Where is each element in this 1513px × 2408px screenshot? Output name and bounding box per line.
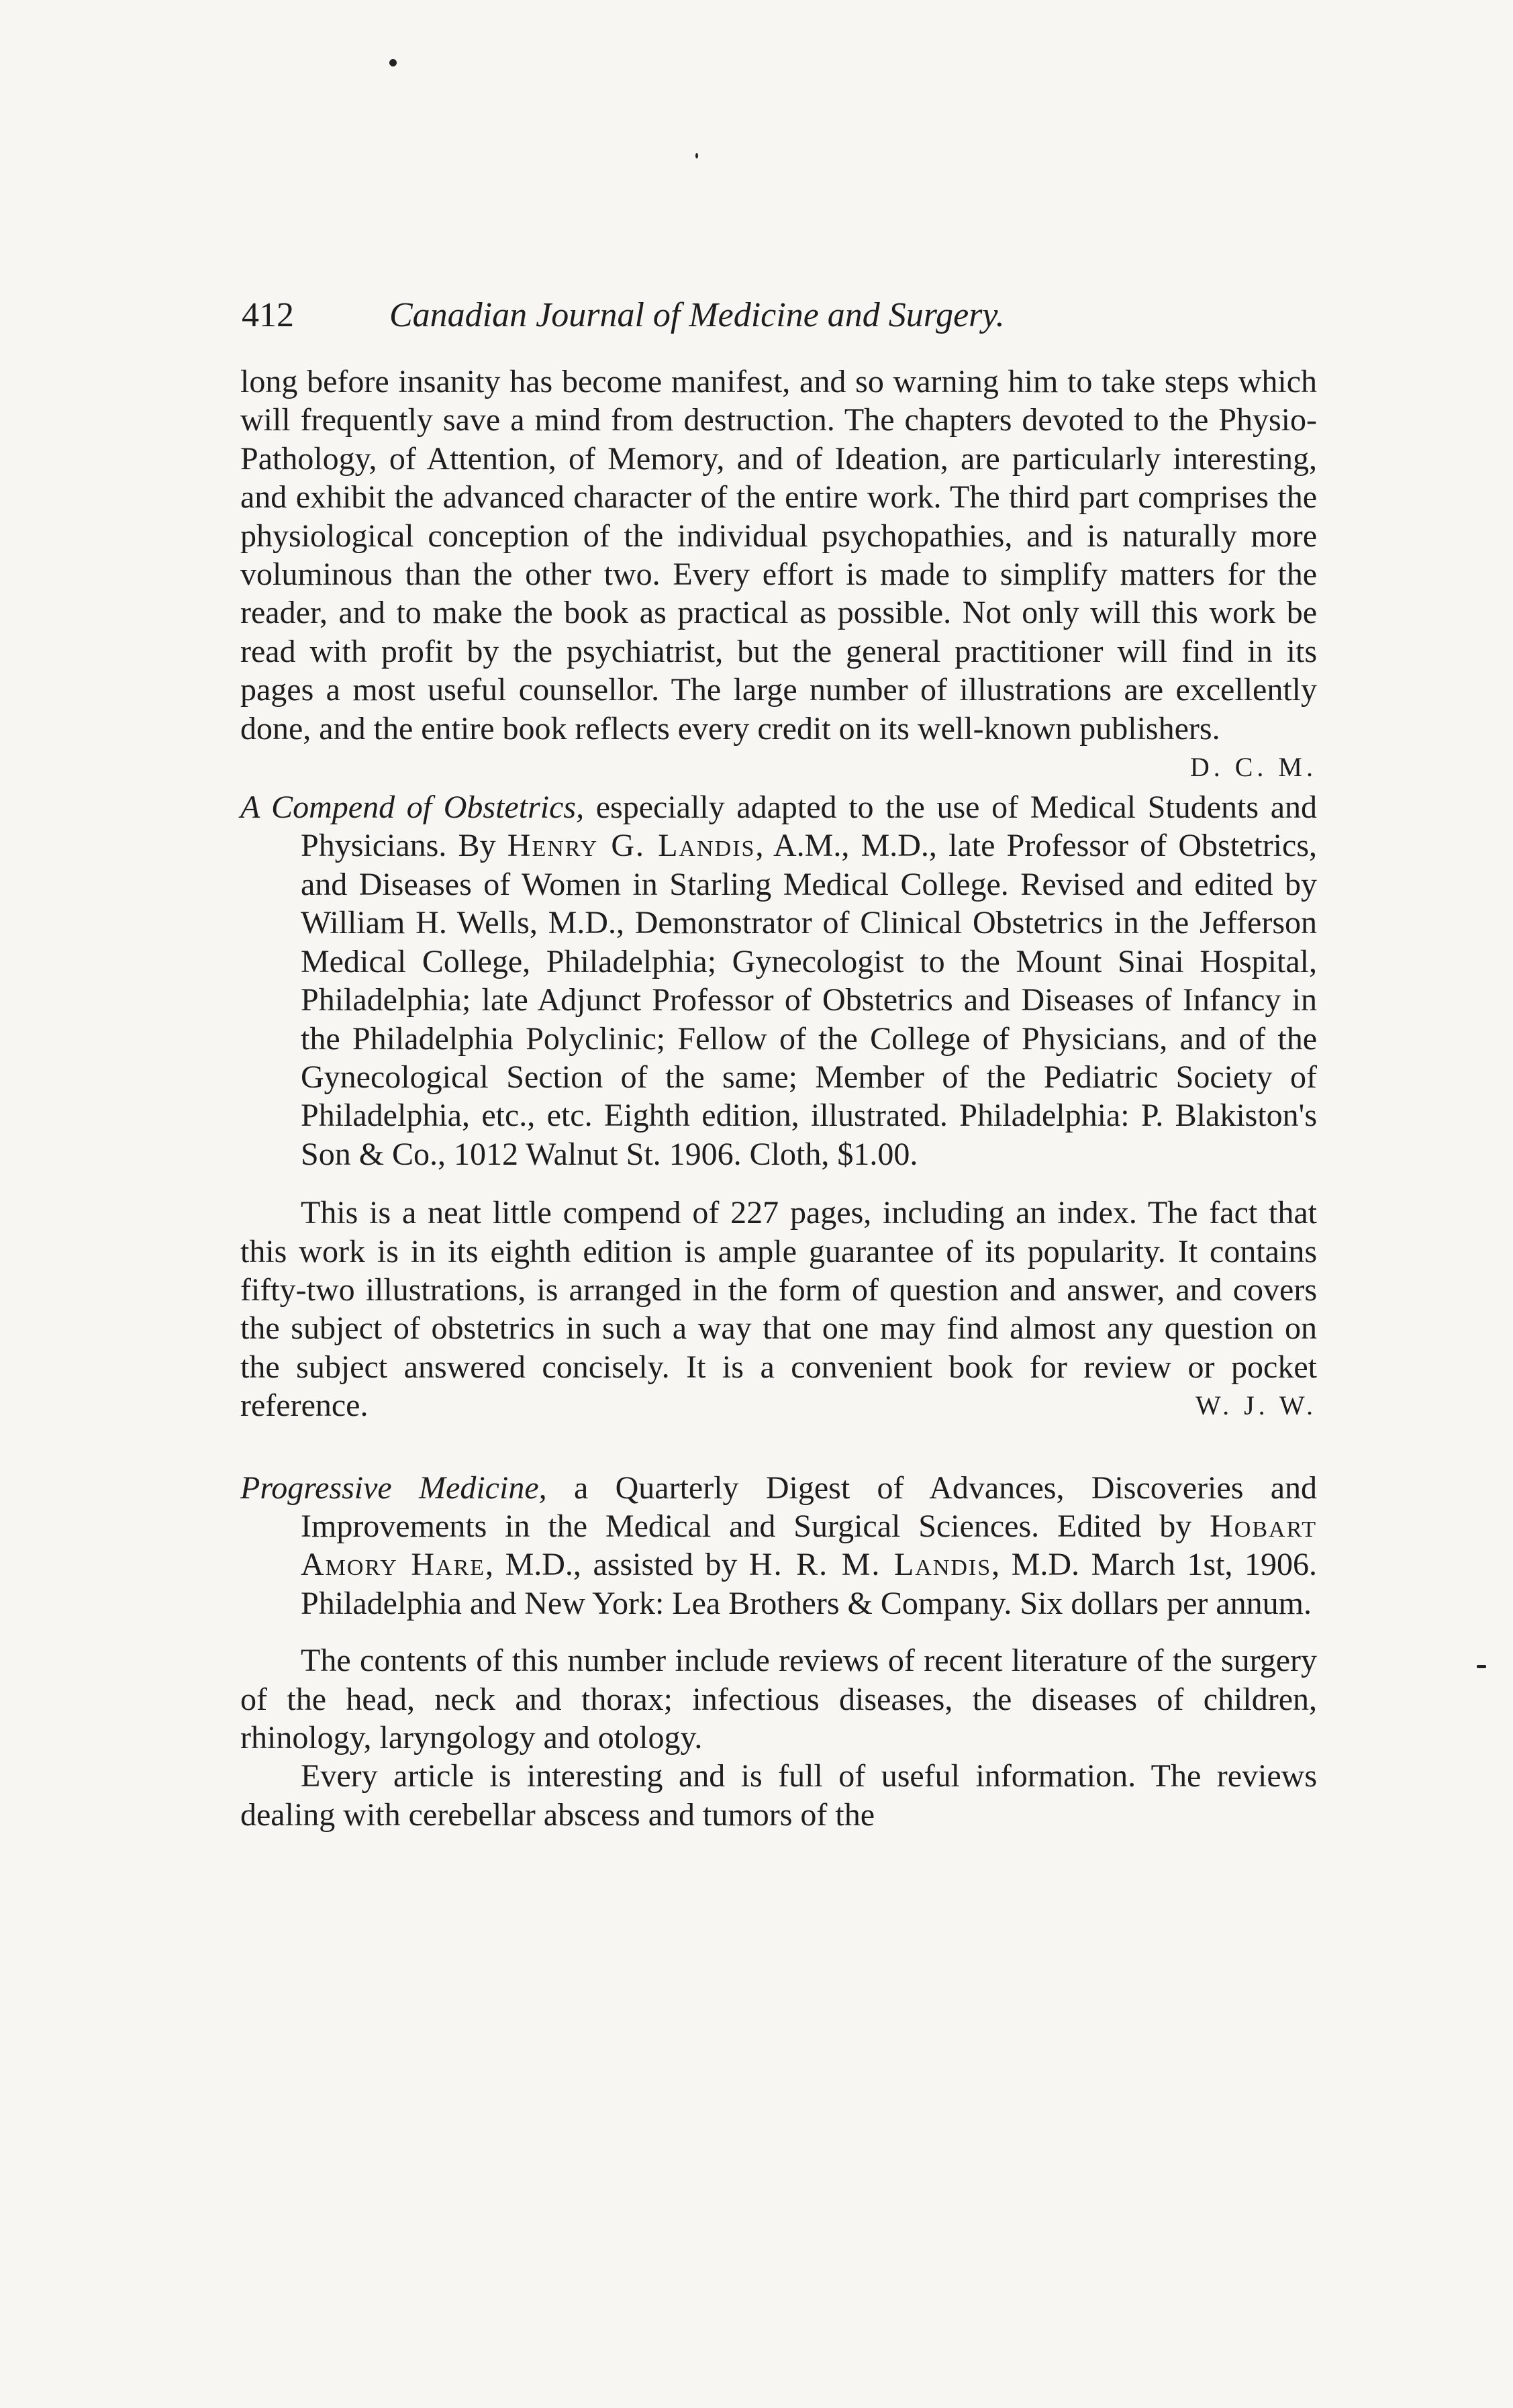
review-text: This is a neat little compend of 227 pages, including an index. The fact that this work is in its eighth edition is ample guarantee of its popularity. It contains fifty-two illustrations, is arranged in the form of question and answer, and covers the subject of obstetrics in such a way that one may find almost any question on the subject answered concisely. It is a convenient book for review or pocket reference. — [240, 1195, 1317, 1424]
ink-speck-margin — [1477, 1665, 1486, 1668]
running-header — [242, 295, 1316, 336]
reviewer-signature: D. C. M. — [1189, 752, 1317, 783]
book-description: especially adapted to the use of Medical Students and Physicians. By — [301, 789, 1317, 864]
review-progressive-medicine-p2: Every article is interesting and is full of useful information. The reviews dealing with cerebellar abscess and tumors of the — [240, 1758, 1317, 1833]
book-description-continued: , M.D., assisted by — [485, 1547, 749, 1583]
book-reference-progressive-medicine — [240, 1469, 1317, 1623]
ink-speck-upper — [695, 153, 698, 158]
book-reference-compend — [240, 788, 1317, 1173]
author-name: Henry G. Landis — [507, 828, 756, 864]
assistant-name: H. R. M. Landis — [748, 1547, 992, 1583]
book-title: Progressive Medicine, — [240, 1470, 547, 1506]
review-continuation — [240, 363, 1317, 783]
book-title: A Compend of Obstetrics, — [240, 789, 585, 826]
review-compend — [240, 1194, 1317, 1425]
ink-speck-top — [389, 59, 397, 66]
editor-name: Hobart Amory Hare — [301, 1508, 1317, 1583]
journal-title: Canadian Journal of Medicine and Surgery. — [389, 296, 1005, 334]
review-progressive-medicine-p1: The contents of this number include reviews of recent literature of the surgery of the head, neck and thorax; infectious diseases, the diseases of children, rhinology, laryngology and otology. — [240, 1643, 1317, 1755]
book-description-continued: , A.M., M.D., late Professor of Obstetrics, and Diseases of Women in Starling Medical College. Revised and edited by William H. Wells, M.D., Demonstrator of Clinical Obstetrics in the Jefferson Medical College, Philadelphia; Gynecologist to the Mount Sinai Hospital, Philadelphia; late Adjunct Professor of Obstetrics and Diseases of Infancy in the Philadelphia Polyclinic; Fellow of the College of Physicians, and of the Gynecological Section of the same; Member of the Pediatric Society of Philadelphia, etc., etc. Eighth edition, illustrated. Philadelphia: P. Blakiston's Son & Co., 1012 Walnut St. 1906. Cloth, $1.00. — [301, 828, 1317, 1172]
page-body — [240, 363, 1317, 1834]
reviewer-signature: W. J. W. — [1195, 1390, 1317, 1421]
page-number: 412 — [242, 296, 294, 334]
book-description-end: , M.D. March 1st, 1906. Philadelphia and New York: Lea Brothers & Company. Six dollars per annum. — [301, 1547, 1318, 1621]
book-description: a Quarterly Digest of Advances, Discoveries and Improvements in the Medical and Surgical Sciences. Edited by — [301, 1470, 1318, 1544]
review-text: long before insanity has become manifest, and so warning him to take steps which will frequently save a mind from destruction. The chapters devoted to the Physio-Pathology, of Attention, of Memory, and of Ideation, are particularly interesting, and exhibit the advanced character of the entire work. The third part comprises the physiological conception of the individual psychopathies, and is naturally more voluminous than the other two. Every effort is made to simplify matters for the reader, and to make the book as practical as possible. Not only will this work be read with profit by the psychiatrist, but the general practitioner will find in its pages a most useful counsellor. The large number of illustrations are excellently done, and the entire book reflects every credit on its well-known publishers. — [240, 364, 1317, 747]
